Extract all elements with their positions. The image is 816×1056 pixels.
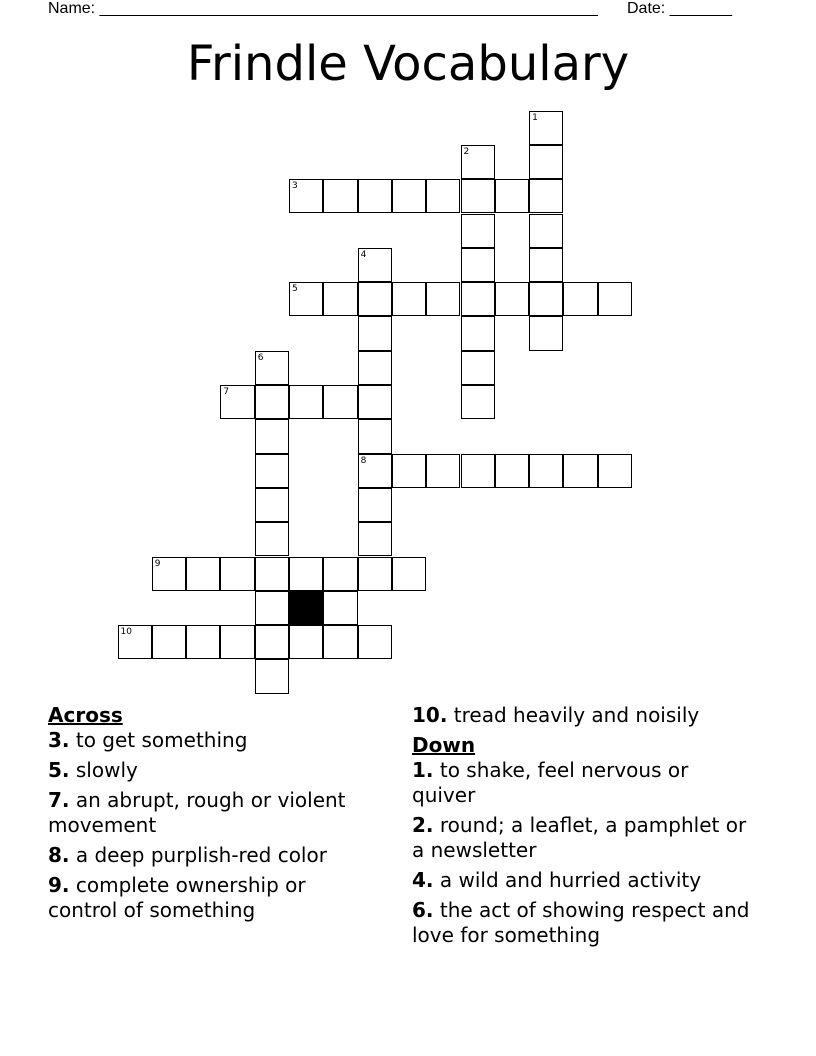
grid-cell[interactable] (461, 248, 495, 282)
grid-cell[interactable] (358, 385, 392, 419)
grid-cell[interactable] (563, 282, 597, 316)
clue-text: the act of showing respect and love for something (412, 898, 750, 947)
clues-column-left (48, 703, 378, 928)
grid-cell[interactable] (323, 591, 357, 625)
clue-text: round; a leaflet, a pamphlet or a newsletter (412, 813, 747, 862)
grid-cell[interactable] (529, 248, 563, 282)
clues-column-right (412, 703, 757, 953)
grid-cell[interactable] (461, 179, 495, 213)
down-clue (412, 898, 757, 948)
grid-cell[interactable] (598, 454, 632, 488)
clue-number: 7. (48, 788, 70, 812)
clue-number: 2. (412, 813, 434, 837)
grid-cell[interactable] (461, 351, 495, 385)
grid-cell[interactable] (358, 522, 392, 556)
clue-text: complete ownership or control of something (48, 873, 306, 922)
clue-text: to shake, feel nervous or quiver (412, 758, 689, 807)
grid-cell[interactable] (358, 557, 392, 591)
across-clue (48, 788, 378, 838)
across-clue (48, 873, 378, 923)
grid-cell[interactable] (461, 454, 495, 488)
grid-cell[interactable] (426, 282, 460, 316)
date-field-label: Date: _______ (627, 0, 732, 17)
grid-cell[interactable] (529, 145, 563, 179)
clue-text: an abrupt, rough or violent movement (48, 788, 346, 837)
grid-cell[interactable] (255, 625, 289, 659)
grid-cell[interactable] (426, 454, 460, 488)
grid-cell[interactable] (358, 488, 392, 522)
grid-cell[interactable] (461, 214, 495, 248)
grid-cell[interactable] (289, 625, 323, 659)
grid-cell[interactable] (392, 282, 426, 316)
clue-number: 5. (48, 758, 70, 782)
grid-cell[interactable] (358, 454, 392, 488)
grid-cell[interactable] (255, 557, 289, 591)
grid-cell[interactable] (186, 557, 220, 591)
grid-cell[interactable] (563, 454, 597, 488)
grid-cell[interactable] (220, 385, 254, 419)
grid-cell[interactable] (255, 419, 289, 453)
clue-text: to get something (69, 728, 248, 752)
grid-cell[interactable] (358, 419, 392, 453)
across-clue (48, 843, 378, 868)
grid-cell[interactable] (358, 248, 392, 282)
grid-cell[interactable] (426, 179, 460, 213)
grid-cell[interactable] (529, 111, 563, 145)
grid-cell[interactable] (461, 145, 495, 179)
grid-cell[interactable] (358, 316, 392, 350)
grid-cell[interactable] (358, 282, 392, 316)
clue-text: slowly (69, 758, 138, 782)
grid-cell[interactable] (461, 282, 495, 316)
clue-number-label: 2 (463, 146, 470, 157)
grid-cell[interactable] (186, 625, 220, 659)
clue-number-label: 7 (223, 387, 230, 397)
grid-cell[interactable] (118, 625, 152, 659)
grid-cell[interactable] (289, 557, 323, 591)
across-clue (48, 758, 378, 783)
clue-number-label: 4 (360, 249, 367, 260)
down-clue (412, 813, 757, 863)
grid-cell[interactable] (255, 522, 289, 556)
grid-cell[interactable] (220, 557, 254, 591)
clue-number: 9. (48, 873, 70, 897)
clue-number-label: 10 (120, 627, 132, 638)
clue-number: 6. (412, 898, 434, 922)
across-clue (412, 703, 757, 728)
grid-cell[interactable] (529, 282, 563, 316)
grid-cell[interactable] (220, 625, 254, 659)
clue-number: 4. (412, 868, 434, 892)
across-heading: Across (48, 703, 123, 727)
grid-cell[interactable] (255, 351, 289, 385)
grid-cell[interactable] (529, 179, 563, 213)
grid-cell[interactable] (461, 385, 495, 419)
grid-cell-blocked (289, 591, 323, 625)
grid-cell[interactable] (323, 625, 357, 659)
grid-cell[interactable] (529, 214, 563, 248)
clue-number-label: 5 (292, 284, 298, 295)
grid-cell[interactable] (358, 625, 392, 659)
grid-cell[interactable] (598, 282, 632, 316)
across-clue (48, 728, 378, 753)
grid-cell[interactable] (255, 454, 289, 488)
clue-number: 3. (48, 728, 70, 752)
grid-cell[interactable] (529, 454, 563, 488)
clue-text: tread heavily and noisily (447, 703, 700, 727)
clue-number-label: 1 (532, 112, 538, 123)
clue-number-label: 8 (360, 455, 367, 466)
grid-cell[interactable] (255, 591, 289, 625)
grid-cell[interactable] (255, 385, 289, 419)
clue-number-label: 3 (292, 181, 298, 192)
grid-cell[interactable] (323, 385, 357, 419)
grid-cell[interactable] (529, 316, 563, 350)
grid-cell[interactable] (289, 282, 323, 316)
clue-text: a deep purplish-red color (69, 843, 327, 867)
grid-cell[interactable] (495, 454, 529, 488)
grid-cell[interactable] (255, 488, 289, 522)
down-clue (412, 758, 757, 808)
grid-cell[interactable] (289, 385, 323, 419)
page-title: Frindle Vocabulary (186, 36, 630, 92)
grid-cell[interactable] (461, 316, 495, 350)
grid-cell[interactable] (495, 179, 529, 213)
clue-number-label: 9 (154, 558, 161, 569)
clue-number: 10. (412, 703, 448, 727)
grid-cell[interactable] (392, 454, 426, 488)
clue-number: 1. (412, 758, 434, 782)
grid-cell[interactable] (495, 282, 529, 316)
down-clue (412, 868, 757, 893)
grid-cell[interactable] (255, 659, 289, 693)
grid-cell[interactable] (323, 282, 357, 316)
grid-cell[interactable] (392, 557, 426, 591)
grid-cell[interactable] (152, 625, 186, 659)
grid-cell[interactable] (323, 557, 357, 591)
grid-cell[interactable] (289, 179, 323, 213)
grid-cell[interactable] (323, 179, 357, 213)
clue-number-label: 6 (257, 352, 264, 363)
clue-number: 8. (48, 843, 70, 867)
grid-cell[interactable] (358, 179, 392, 213)
grid-cell[interactable] (358, 351, 392, 385)
down-heading: Down (412, 733, 476, 757)
name-field-label: Name: ________________________________________________________ (48, 0, 598, 17)
grid-cell[interactable] (152, 557, 186, 591)
clue-text: a wild and hurried activity (433, 868, 702, 892)
grid-cell[interactable] (392, 179, 426, 213)
